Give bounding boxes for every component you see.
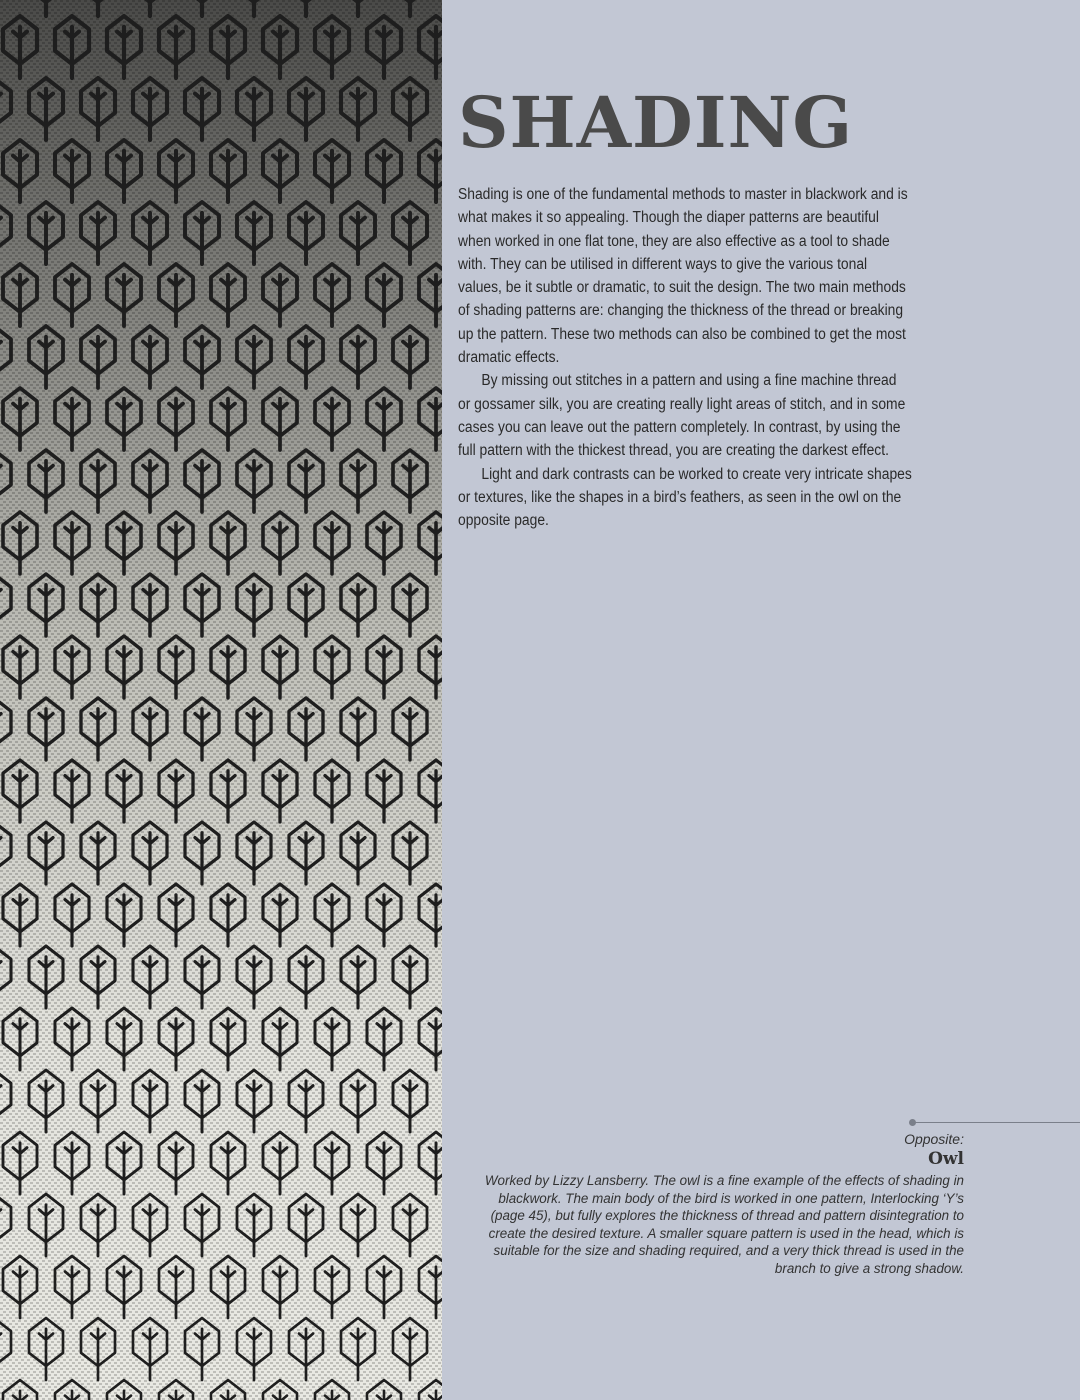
body-paragraph: Shading is one of the fundamental methods to master in blackwork and is what makes it so appealing. Though the diaper patterns are beautiful when worked in one flat tone, they are also effective as a tool to shade with. They can be utilised in different ways to give the various tonal values, be it subtle or dramatic, to suit the design. The two main methods of shading patterns are: changing the thickness of the thread or breaking up the pattern. These two methods can also be combined to get the most dramatic effects. — [458, 186, 908, 367]
caption-title: Owl — [928, 1149, 964, 1169]
stitch-pattern-image — [0, 0, 442, 1400]
page-title: SHADING — [458, 81, 854, 164]
caption-rule — [912, 1122, 1080, 1123]
caption-text: Worked by Lizzy Lansberry. The owl is a fine example of the effects of shading in blackwork. The main body of the bird is worked in one pattern, Interlocking ‘Y’s (page 45), but fully explores the thickness of thread and pattern disintegration to create the desired texture. A smaller square pattern is used in the head, which is suitable for the size and shading required, and a very thick thread is used in the branch to give a strong shadow. — [484, 1173, 964, 1276]
blackwork-shading-photo — [0, 0, 442, 1400]
photo-caption — [464, 1130, 964, 1277]
body-paragraph: Light and dark contrasts can be worked to create very intricate shapes or textures, like the shapes in a bird’s feathers, as seen in the owl on the opposite page. — [458, 465, 912, 530]
caption-label: Opposite: — [904, 1131, 964, 1147]
body-text — [458, 183, 913, 532]
body-paragraph: By missing out stitches in a pattern and using a fine machine thread or gossamer silk, you are creating really light areas of stitch, and in some cases you can leave out the pattern completely. In contrast, by using the full pattern with the thickest thread, you are creating the darkest effect. — [458, 372, 906, 460]
